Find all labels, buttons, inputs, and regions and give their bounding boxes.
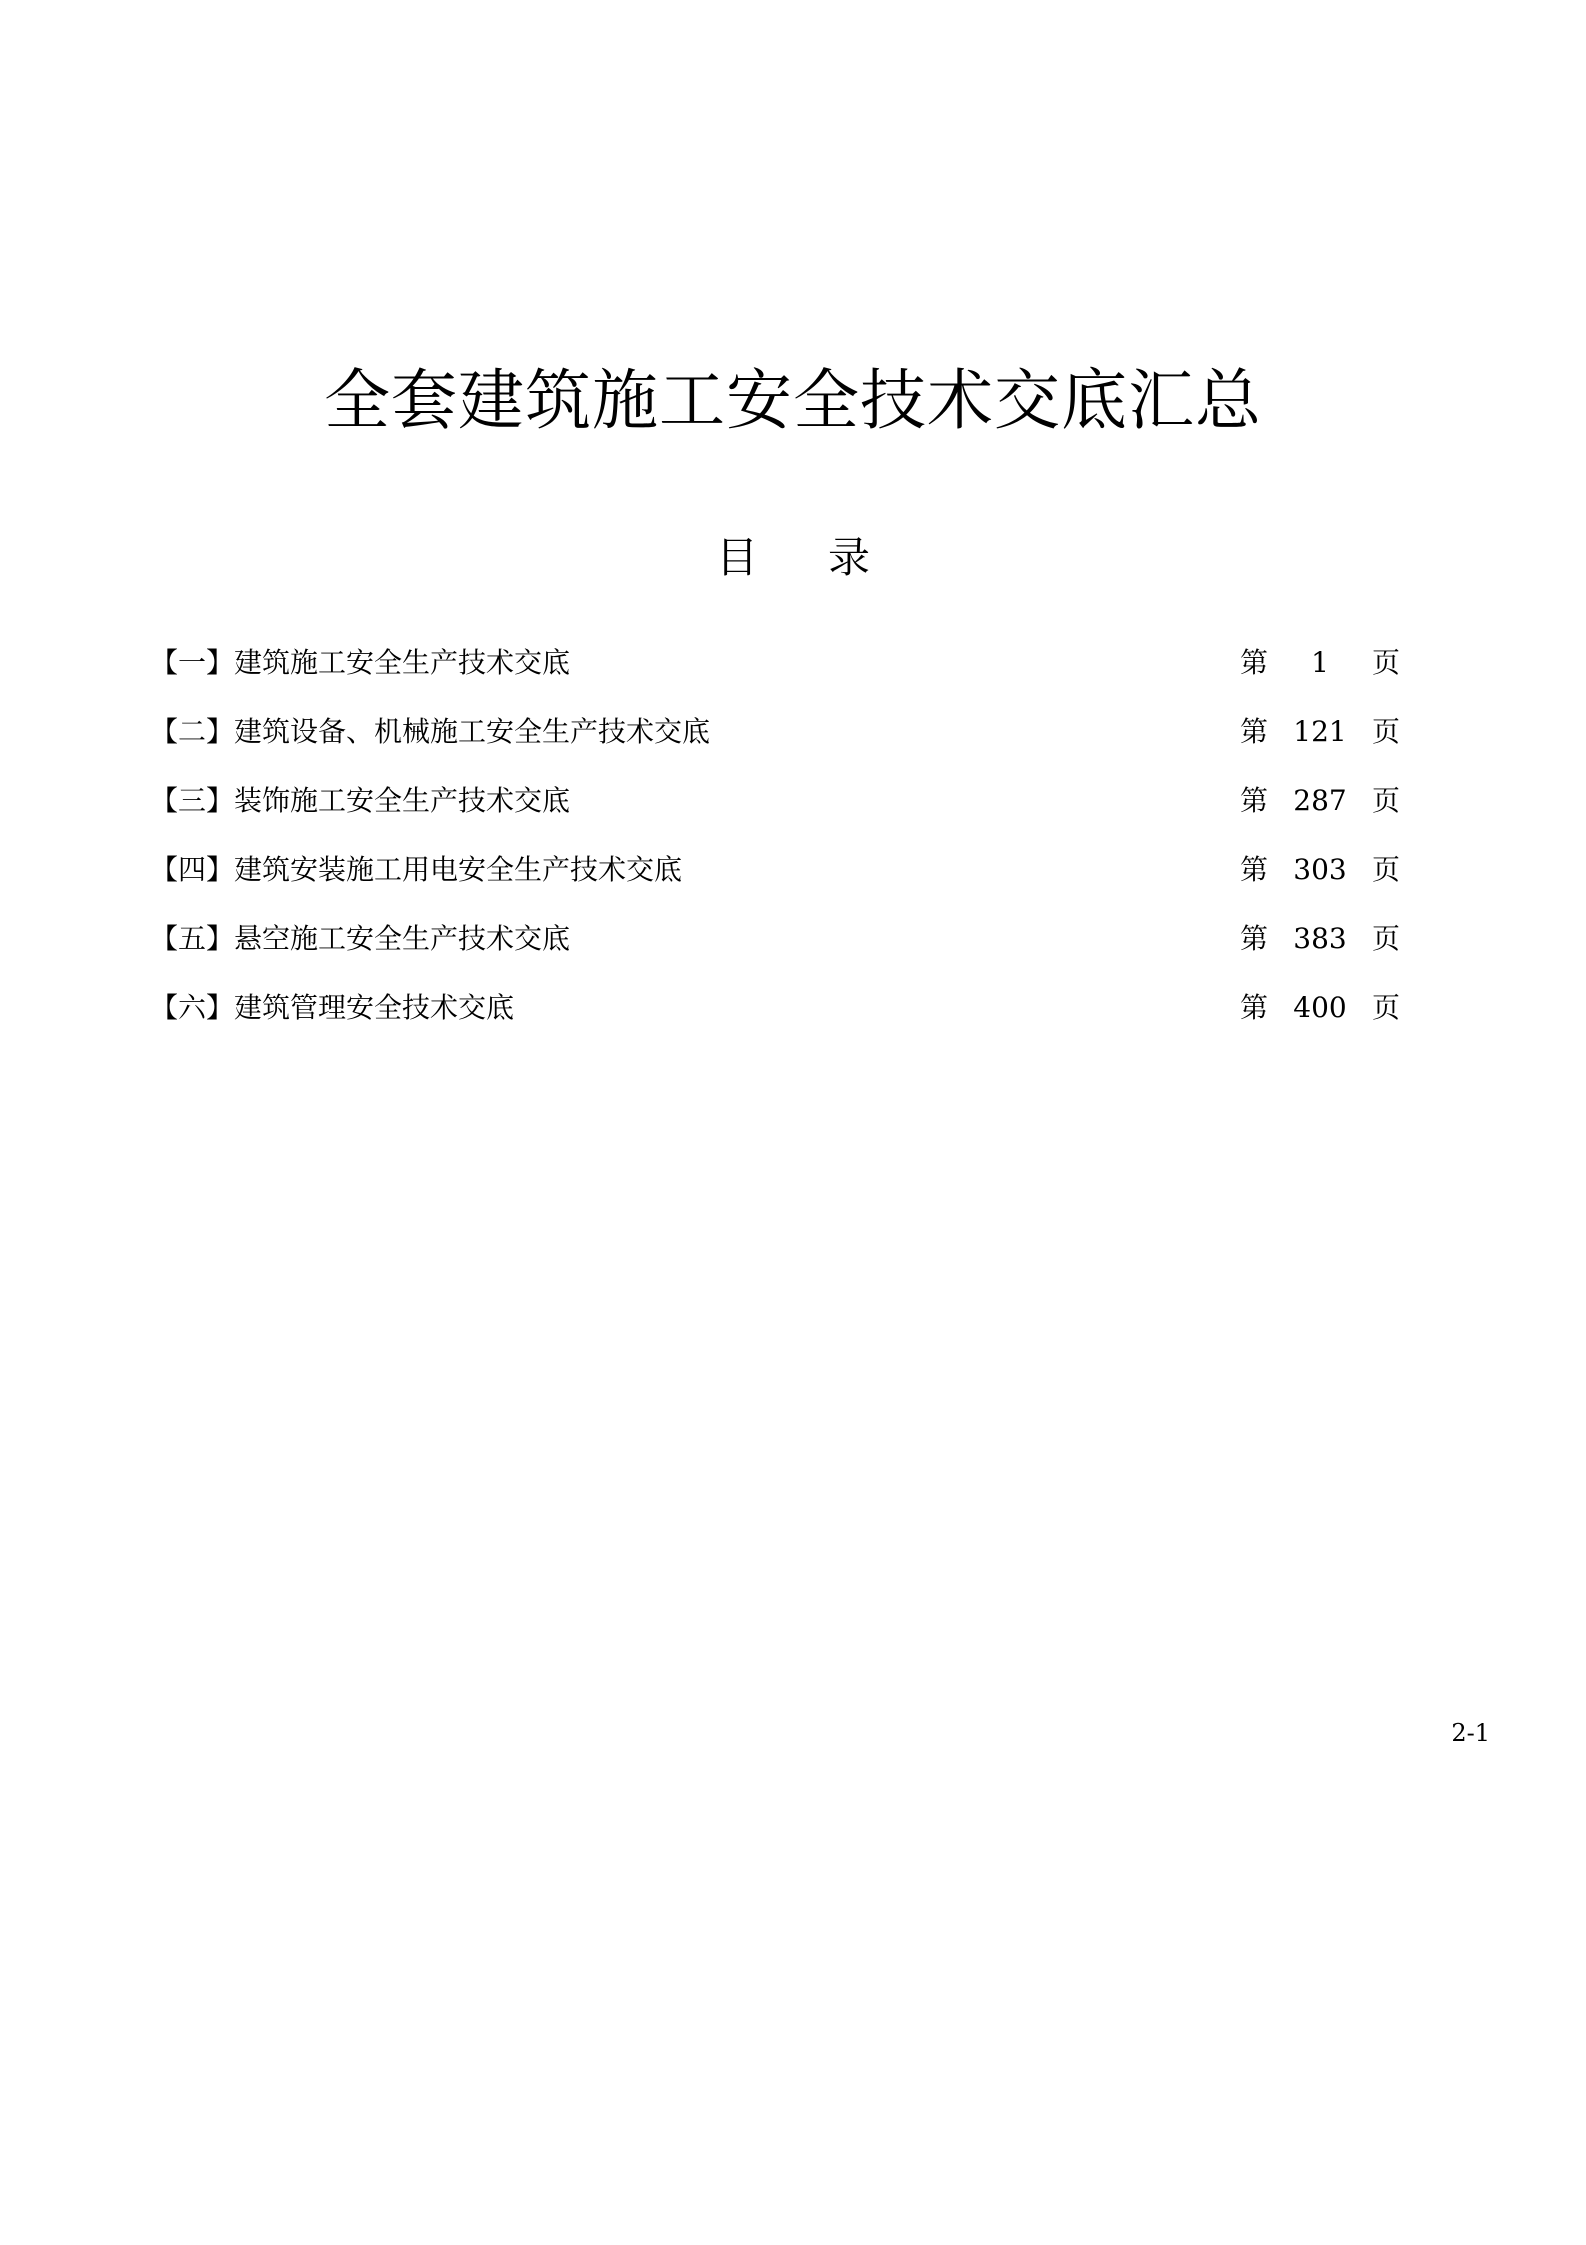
toc-entry-page	[1240, 983, 1400, 1033]
toc-entry-2[interactable]	[150, 707, 1400, 776]
toc-entry-page	[1240, 707, 1400, 757]
page-number-value: 287	[1293, 784, 1347, 817]
page-prefix: 第	[1240, 991, 1269, 1024]
toc-entry-page	[1240, 914, 1400, 964]
toc-entry-page	[1240, 638, 1400, 688]
toc-entry-page	[1240, 776, 1400, 826]
page-number-value: 121	[1293, 715, 1347, 748]
page-prefix: 第	[1240, 922, 1269, 955]
toc-entry-6[interactable]	[150, 983, 1400, 1052]
page-suffix: 页	[1371, 922, 1400, 955]
toc-entry-label: 【二】建筑设备、机械施工安全生产技术交底	[150, 715, 711, 748]
page-number-value: 1	[1311, 646, 1329, 679]
toc-entry-page	[1240, 845, 1400, 895]
page-suffix: 页	[1371, 784, 1400, 817]
toc-entry-label: 【五】悬空施工安全生产技术交底	[150, 922, 571, 955]
toc-entry-label: 【六】建筑管理安全技术交底	[150, 991, 515, 1024]
toc-entry-5[interactable]	[150, 914, 1400, 983]
page-prefix: 第	[1240, 853, 1269, 886]
toc-entry-1[interactable]	[150, 638, 1400, 707]
page-prefix: 第	[1240, 646, 1269, 679]
page-number-value: 400	[1293, 991, 1347, 1024]
toc-entry-3[interactable]	[150, 776, 1400, 845]
table-of-contents	[150, 638, 1400, 1052]
page-suffix: 页	[1371, 646, 1400, 679]
toc-entry-4[interactable]	[150, 845, 1400, 914]
toc-entry-label: 【一】建筑施工安全生产技术交底	[150, 646, 571, 679]
page-prefix: 第	[1240, 784, 1269, 817]
toc-entry-label: 【四】建筑安装施工用电安全生产技术交底	[150, 853, 683, 886]
page-prefix: 第	[1240, 715, 1269, 748]
page-suffix: 页	[1371, 991, 1400, 1024]
page-suffix: 页	[1371, 853, 1400, 886]
page-number-value: 383	[1293, 922, 1347, 955]
page-footer-number: 2-1	[1451, 1719, 1490, 1747]
toc-entry-label: 【三】装饰施工安全生产技术交底	[150, 784, 571, 817]
page-number-value: 303	[1293, 853, 1347, 886]
document-title: 全套建筑施工安全技术交底汇总	[324, 362, 1262, 439]
toc-heading: 目录	[715, 533, 940, 582]
page-suffix: 页	[1371, 715, 1400, 748]
